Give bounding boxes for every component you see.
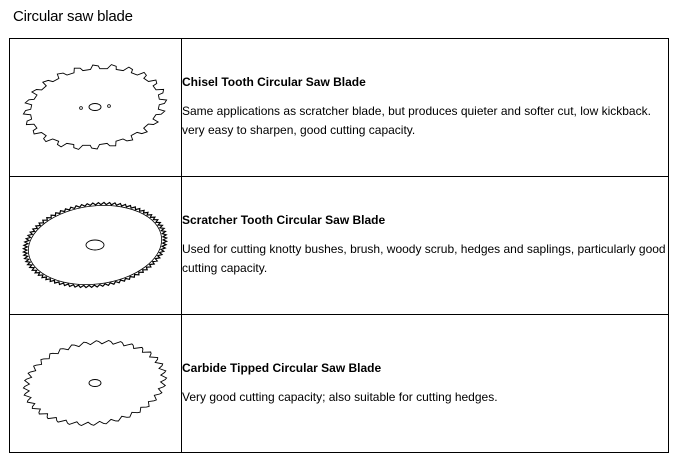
blade-table bbox=[9, 38, 669, 453]
blade-name: Scratcher Tooth Circular Saw Blade bbox=[182, 213, 386, 227]
blade-description: Very good cutting capacity; also suitable for cutting hedges. bbox=[182, 389, 498, 404]
arbor-hole bbox=[89, 380, 101, 387]
table-row bbox=[10, 315, 669, 453]
scratcher-tooth-blade-icon bbox=[10, 177, 181, 314]
arbor-hole bbox=[86, 240, 104, 250]
table-row bbox=[10, 177, 669, 315]
blade-outline bbox=[23, 341, 166, 426]
blade-image-cell bbox=[10, 315, 182, 453]
blade-text-cell bbox=[182, 177, 669, 315]
arbor-hole bbox=[89, 104, 101, 111]
blade-text-cell bbox=[182, 39, 669, 177]
blade-outline bbox=[23, 65, 166, 150]
blade-text-cell bbox=[182, 315, 669, 453]
carbide-tipped-blade-icon bbox=[10, 315, 181, 452]
blade-name: Chisel Tooth Circular Saw Blade bbox=[182, 75, 366, 89]
page-title: Circular saw blade bbox=[13, 8, 133, 25]
pin-hole bbox=[80, 107, 83, 110]
table-row bbox=[10, 39, 669, 177]
blade-name: Carbide Tipped Circular Saw Blade bbox=[182, 360, 382, 375]
blade-image-cell bbox=[10, 39, 182, 177]
blade-description: Used for cutting knotty bushes, brush, woody scrub, hedges and saplings, particularly good cutting capacity. bbox=[182, 242, 666, 275]
chisel-tooth-blade-icon bbox=[10, 39, 181, 176]
blade-image-cell bbox=[10, 177, 182, 315]
pin-hole bbox=[108, 105, 111, 108]
blade-description: Same applications as scratcher blade, but produces quieter and softer cut, low kickback. very easy to sharpen, good cutting capacity. bbox=[182, 104, 651, 137]
